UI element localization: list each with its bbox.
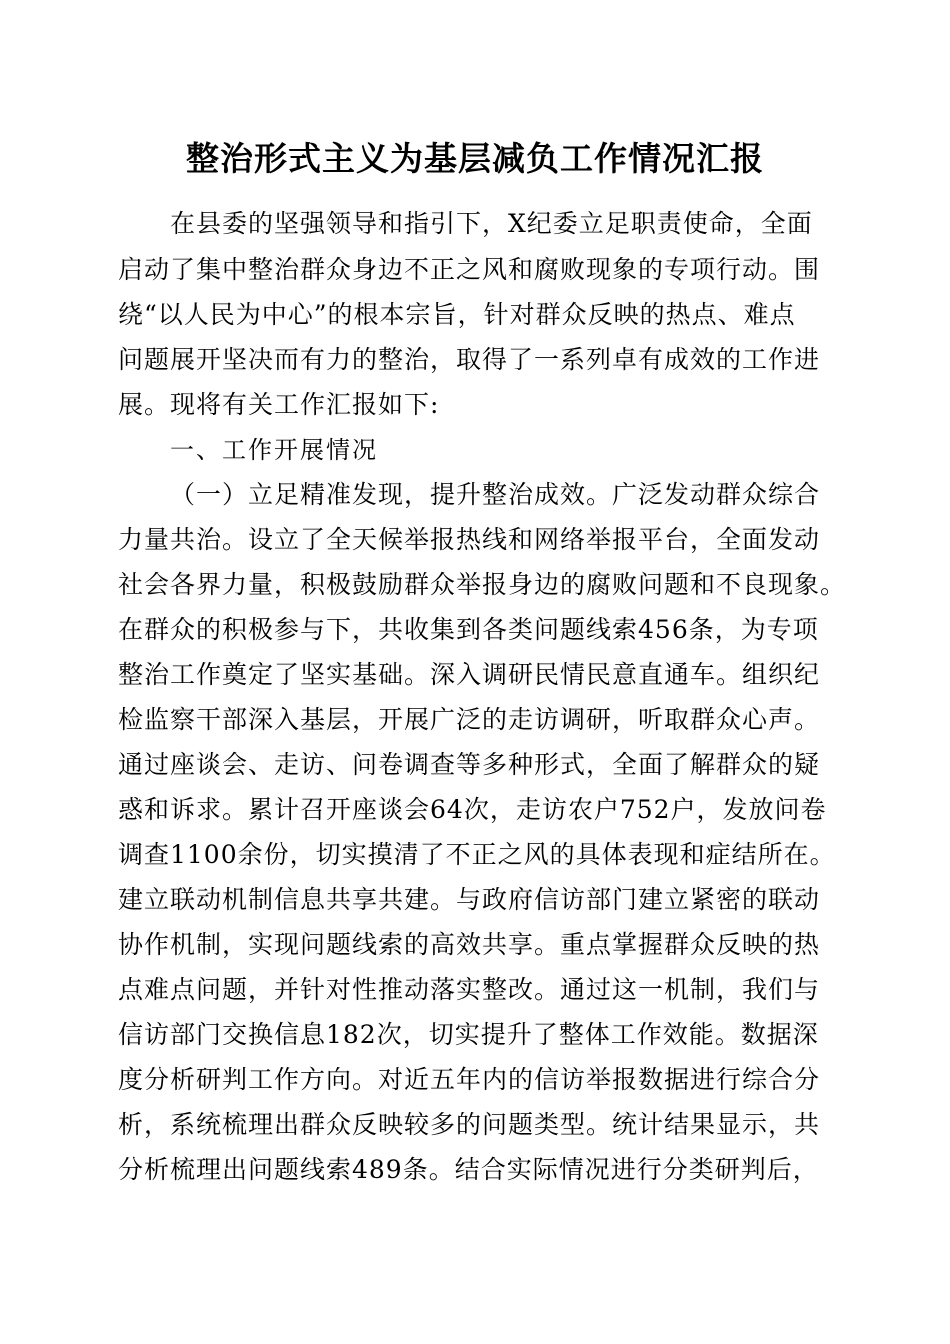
body-line: 整治工作奠定了坚实基础。深入调研民情民意直通车。组织纪: [118, 660, 821, 689]
body-line: 协作机制，实现问题线索的高效共享。重点掌握群众反映的热: [118, 930, 821, 959]
body-line: 析，系统梳理出群众反映较多的问题类型。统计结果显示，共: [118, 1110, 821, 1139]
intro-line: 问题展开坚决而有力的整治，取得了一系列卓有成效的工作进: [118, 345, 821, 374]
intro-line: 展。现将有关工作汇报如下:: [118, 390, 440, 419]
body-line: 信访部门交换信息182次，切实提升了整体工作效能。数据深: [118, 1020, 819, 1049]
body-line: 点难点问题，并针对性推动落实整改。通过这一机制，我们与: [118, 975, 821, 1004]
body-line: 通过座谈会、走访、问卷调查等多种形式，全面了解群众的疑: [118, 750, 821, 779]
body-line: 度分析研判工作方向。对近五年内的信访举报数据进行综合分: [118, 1065, 821, 1094]
body-line: （一）立足精准发现，提升整治成效。广泛发动群众综合: [170, 480, 821, 509]
body-line: 分析梳理出问题线索489条。结合实际情况进行分类研判后，: [118, 1155, 819, 1184]
body-line: 力量共治。设立了全天候举报热线和网络举报平台，全面发动: [118, 525, 821, 554]
body-line: 建立联动机制信息共享共建。与政府信访部门建立紧密的联动: [118, 885, 821, 914]
body-line: 惑和诉求。累计召开座谈会64次，走访农户752户，发放问卷: [118, 795, 827, 824]
document-title: 整治形式主义为基层减负工作情况汇报: [186, 139, 764, 178]
section-heading: 一、工作开展情况: [170, 436, 378, 464]
body-line: 检监察干部深入基层，开展广泛的走访调研，听取群众心声。: [118, 705, 821, 734]
intro-line: 启动了集中整治群众身边不正之风和腐败现象的专项行动。围: [118, 255, 821, 284]
intro-line: 在县委的坚强领导和指引下，X纪委立足职责使命，全面: [170, 209, 813, 238]
body-line: 在群众的积极参与下，共收集到各类问题线索456条，为专项: [118, 615, 819, 644]
intro-line: 绕“以人民为中心”的根本宗旨，针对群众反映的热点、难点: [118, 300, 796, 329]
body-line: 社会各界力量，积极鼓励群众举报身边的腐败问题和不良现象。: [118, 570, 847, 599]
body-line: 调查1100余份，切实摸清了不正之风的具体表现和症结所在。: [118, 840, 836, 869]
